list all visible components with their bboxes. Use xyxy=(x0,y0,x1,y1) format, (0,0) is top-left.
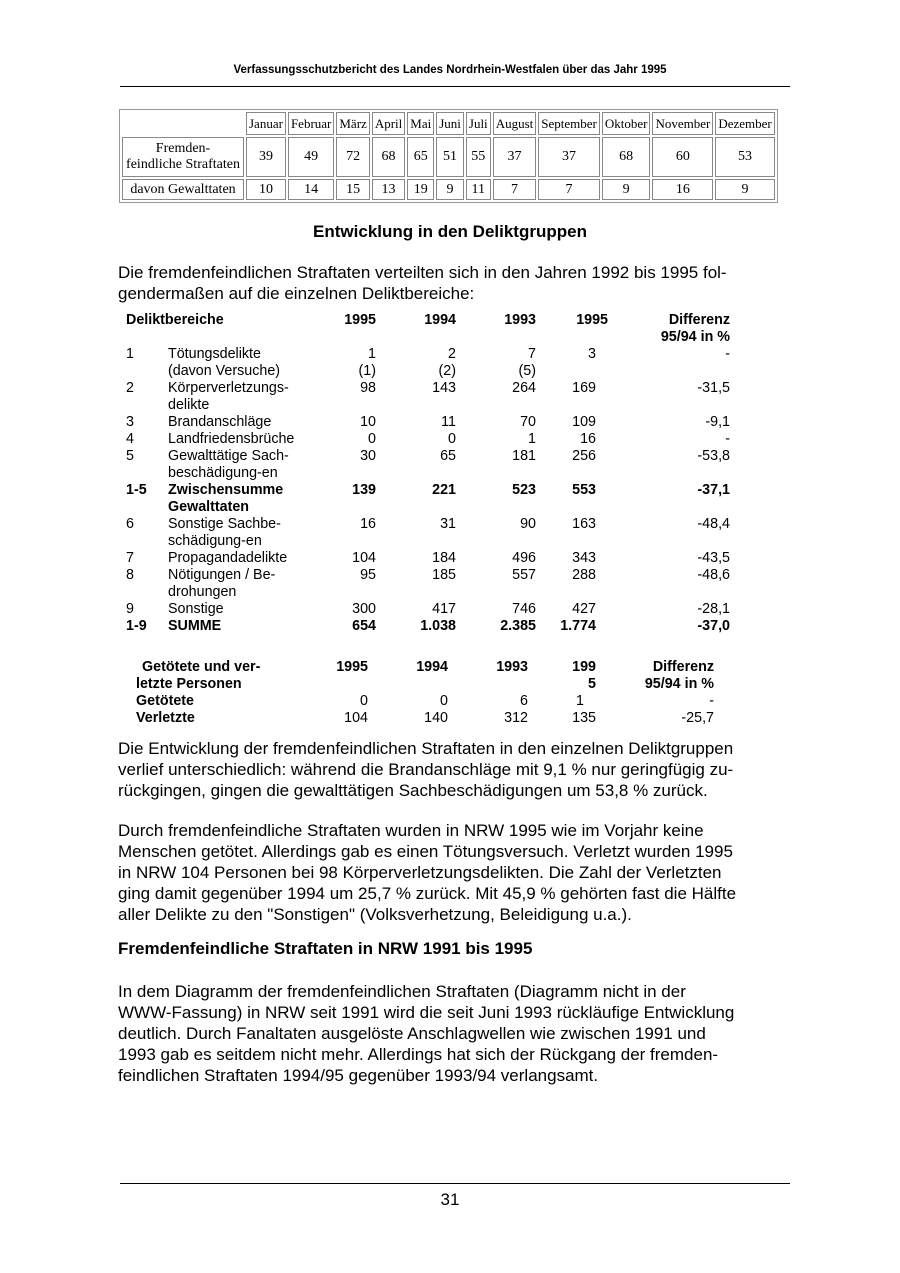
table-cell: 0 xyxy=(448,431,456,447)
table-cell: - xyxy=(725,346,730,362)
table-header-row xyxy=(120,312,730,346)
table-cell: - xyxy=(709,693,714,709)
table-cell: 288 xyxy=(572,567,596,583)
table-cell: 654 xyxy=(352,618,376,634)
row-label: Landfriedensbrüche xyxy=(168,431,295,447)
table-row xyxy=(122,137,775,177)
column-header: 1995 xyxy=(336,659,368,675)
table-cell: 0 xyxy=(368,431,376,447)
table-cell: 51 xyxy=(436,137,464,177)
table-cell: 169 xyxy=(572,380,596,396)
subheading: Fremdenfeindliche Straftaten in NRW 1991 bis 1995 xyxy=(118,939,533,958)
table-cell: 104 xyxy=(344,710,368,726)
table-cell: -43,5 xyxy=(697,550,730,566)
month-header: November xyxy=(652,112,713,135)
column-header: 1994 xyxy=(416,659,448,675)
table-row xyxy=(120,482,730,516)
row-label: (davon Versuche) xyxy=(168,363,281,379)
table-cell: 13 xyxy=(372,179,405,200)
month-header: April xyxy=(372,112,405,135)
month-header: Januar xyxy=(246,112,286,135)
table-cell: 68 xyxy=(602,137,651,177)
table-cell: 312 xyxy=(504,710,528,726)
row-label: SUMME xyxy=(168,618,222,634)
row-number: 1-5 xyxy=(126,482,147,498)
table-cell: 1.774 xyxy=(560,618,596,634)
table-cell: 221 xyxy=(432,482,456,498)
row-number xyxy=(120,363,168,380)
table-cell xyxy=(608,363,730,380)
row-number: 1-9 xyxy=(126,618,147,634)
row-label: Brandanschläge xyxy=(168,414,272,430)
table-cell: 9 xyxy=(436,179,464,200)
table-cell xyxy=(536,363,608,380)
table-cell: 65 xyxy=(407,137,434,177)
table-cell: 139 xyxy=(352,482,376,498)
row-label: Gewalttätige Sach- beschädigung-en xyxy=(168,448,289,481)
row-number: 2 xyxy=(126,380,134,396)
table-cell: (2) xyxy=(438,363,456,379)
row-label: Propagandadelikte xyxy=(168,550,288,566)
table-cell: 60 xyxy=(652,137,713,177)
table-cell: 163 xyxy=(572,516,596,532)
persons-table xyxy=(130,659,714,727)
row-number: 7 xyxy=(126,550,134,566)
table-cell: 90 xyxy=(520,516,536,532)
table-cell: 68 xyxy=(372,137,405,177)
page-number: 31 xyxy=(440,1190,460,1209)
table-cell: 557 xyxy=(512,567,536,583)
row-label: Fremden- feindliche Straftaten xyxy=(122,137,244,177)
paragraph-diagram: In dem Diagramm der fremdenfeindlichen Straftaten (Diagramm nicht in der WWW-Fassung) in NRW seit 1991 wird die seit Juni 1993 rückläufige Entwicklung deutlich. Durch Fanaltaten ausgelöste Anschlagwellen wie zwischen 1991 und 1993 gab es seitdem nicht mehr. Allerdings hat sich der Rückgang der fremden- feindlichen Straftaten 1994/95 gegenüber 1993/94 verlangsamt. xyxy=(118,982,735,1085)
column-header: 1993 xyxy=(504,312,536,328)
corner-cell xyxy=(122,112,244,135)
table-cell: 10 xyxy=(360,414,376,430)
table-cell: 417 xyxy=(432,601,456,617)
table-cell: -48,6 xyxy=(697,567,730,583)
footer-rule xyxy=(120,1183,790,1184)
table-row xyxy=(120,431,730,448)
table-cell: 49 xyxy=(288,137,334,177)
delikt-table xyxy=(120,312,730,635)
column-header: 1994 xyxy=(424,312,456,328)
table-row xyxy=(120,618,730,635)
table-cell: 53 xyxy=(715,137,774,177)
month-header: März xyxy=(336,112,369,135)
table-cell: 256 xyxy=(572,448,596,464)
table-cell: 10 xyxy=(246,179,286,200)
table-header-row xyxy=(130,659,714,693)
table-cell: 1 xyxy=(528,431,536,447)
table-cell: (1) xyxy=(358,363,376,379)
table-row xyxy=(120,363,730,380)
table-cell: 109 xyxy=(572,414,596,430)
column-header: 199 5 xyxy=(572,659,596,692)
paragraph-development: Die Entwicklung der fremdenfeindlichen Straftaten in den einzelnen Deliktgruppen verlief unterschiedlich: während die Brandanschläge mit 9,1 % nur geringfügig zu- rückgingen, gingen die gewalttätigen Sachbeschädigungen um 53,8 % zurück. xyxy=(118,739,734,800)
row-number: 4 xyxy=(126,431,134,447)
table-cell: 553 xyxy=(572,482,596,498)
table-row xyxy=(120,346,730,363)
table-cell: 72 xyxy=(336,137,369,177)
table-row xyxy=(130,693,714,710)
row-number: 9 xyxy=(126,601,134,617)
table-cell: 37 xyxy=(538,137,600,177)
table-cell: 343 xyxy=(572,550,596,566)
table-cell: -37,1 xyxy=(697,482,730,498)
row-label: davon Gewalttaten xyxy=(122,179,244,200)
table-cell: 9 xyxy=(602,179,651,200)
table-cell: -9,1 xyxy=(705,414,730,430)
table-cell: -48,4 xyxy=(697,516,730,532)
table-cell: 7 xyxy=(493,179,537,200)
table-cell: 185 xyxy=(432,567,456,583)
monthly-table xyxy=(119,109,778,203)
table-cell: 16 xyxy=(580,431,596,447)
column-header: Differenz 95/94 in % xyxy=(644,659,714,692)
month-header: Mai xyxy=(407,112,434,135)
table-cell: 0 xyxy=(440,693,448,709)
table-cell: 16 xyxy=(360,516,376,532)
table-cell: 1.038 xyxy=(420,618,456,634)
table-cell: 39 xyxy=(246,137,286,177)
table-cell: 300 xyxy=(352,601,376,617)
column-header: Getötete und ver- letzte Personen xyxy=(136,659,261,692)
table-cell: 95 xyxy=(360,567,376,583)
paragraph-victims: Durch fremdenfeindliche Straftaten wurden in NRW 1995 wie im Vorjahr keine Menschen getötet. Allerdings gab es einen Tötungsversuch. Verletzt wurden 1995 in NRW 104 Personen bei 98 Körperverletzungsdelikten. Die Zahl der Verletzten ging damit gegenüber 1994 um 25,7 % zurück. Mit 45,9 % gehörten fast die Hälfte aller Delikte zu den "Sonstigen" (Volksverhetzung, Beleidigung u.a.). xyxy=(118,821,737,924)
table-row xyxy=(130,710,714,727)
column-header: 1995 xyxy=(576,312,608,328)
month-header: Februar xyxy=(288,112,334,135)
table-cell: 55 xyxy=(466,137,491,177)
section-title: Entwicklung in den Deliktgruppen xyxy=(313,222,587,241)
table-cell: 523 xyxy=(512,482,536,498)
table-cell: 70 xyxy=(520,414,536,430)
table-cell: 11 xyxy=(441,414,456,430)
table-cell: 2 xyxy=(448,346,456,362)
month-header: August xyxy=(493,112,537,135)
table-cell: (5) xyxy=(518,363,536,379)
table-row xyxy=(120,380,730,414)
row-label: Verletzte xyxy=(136,710,195,726)
row-number: 1 xyxy=(126,346,134,362)
table-cell: 7 xyxy=(538,179,600,200)
row-number: 8 xyxy=(126,567,134,583)
column-header: Differenz 95/94 in % xyxy=(660,312,730,345)
table-cell: -28,1 xyxy=(697,601,730,617)
table-cell: 65 xyxy=(440,448,456,464)
intro-paragraph: Die fremdenfeindlichen Straftaten verteilten sich in den Jahren 1992 bis 1995 fol- gendermaßen auf die einzelnen Deliktbereiche: xyxy=(118,263,727,303)
table-cell: 19 xyxy=(407,179,434,200)
row-number: 5 xyxy=(126,448,134,464)
month-header: Oktober xyxy=(602,112,651,135)
table-row xyxy=(120,550,730,567)
header-rule xyxy=(120,86,790,87)
table-cell: -31,5 xyxy=(697,380,730,396)
table-cell: 181 xyxy=(512,448,536,464)
column-header: 1993 xyxy=(496,659,528,675)
table-cell: 14 xyxy=(288,179,334,200)
table-cell: 496 xyxy=(512,550,536,566)
table-cell: 7 xyxy=(528,346,536,362)
table-cell: 30 xyxy=(360,448,376,464)
month-header: Dezember xyxy=(715,112,774,135)
page-header: Verfassungsschutzbericht des Landes Nordrhein-Westfalen über das Jahr 1995 xyxy=(233,64,667,76)
table-cell: 184 xyxy=(432,550,456,566)
table-cell: 98 xyxy=(360,380,376,396)
table-cell: 31 xyxy=(440,516,456,532)
column-header: Deliktbereiche xyxy=(126,312,224,328)
table-cell: 2.385 xyxy=(500,618,536,634)
table-cell: 264 xyxy=(512,380,536,396)
table-cell: 135 xyxy=(572,710,596,726)
row-label: Tötungsdelikte xyxy=(168,346,261,362)
table-cell: 104 xyxy=(352,550,376,566)
table-cell: 427 xyxy=(572,601,596,617)
row-label: Sonstige Sachbe- schädigung-en xyxy=(168,516,281,549)
table-cell: -37,0 xyxy=(697,618,730,634)
column-header: 1995 xyxy=(344,312,376,328)
row-label: Sonstige xyxy=(168,601,224,617)
table-cell: 3 xyxy=(588,346,596,362)
row-label: Getötete xyxy=(136,693,194,709)
table-cell: - xyxy=(725,431,730,447)
table-row xyxy=(120,448,730,482)
table-cell: 15 xyxy=(336,179,369,200)
row-label: Zwischensumme Gewalttaten xyxy=(168,482,284,515)
table-cell: 140 xyxy=(424,710,448,726)
row-number: 6 xyxy=(126,516,134,532)
table-cell: 6 xyxy=(520,693,528,709)
table-cell: 9 xyxy=(715,179,774,200)
table-cell: 16 xyxy=(652,179,713,200)
month-header: September xyxy=(538,112,600,135)
row-label: Körperverletzungs- delikte xyxy=(168,380,289,413)
month-header: Juni xyxy=(436,112,464,135)
table-cell: -25,7 xyxy=(681,710,714,726)
table-cell: 0 xyxy=(360,693,368,709)
table-cell: 143 xyxy=(432,380,456,396)
table-cell: -53,8 xyxy=(697,448,730,464)
table-cell: 1 xyxy=(576,693,584,709)
table-cell: 37 xyxy=(493,137,537,177)
row-label: Nötigungen / Be- drohungen xyxy=(168,567,276,600)
table-row xyxy=(120,516,730,550)
row-number: 3 xyxy=(126,414,134,430)
table-row xyxy=(120,567,730,601)
table-row xyxy=(120,601,730,618)
table-row xyxy=(120,414,730,431)
table-cell: 11 xyxy=(466,179,491,200)
month-header: Juli xyxy=(466,112,491,135)
table-cell: 1 xyxy=(368,346,376,362)
table-row xyxy=(122,179,775,200)
table-cell: 746 xyxy=(512,601,536,617)
